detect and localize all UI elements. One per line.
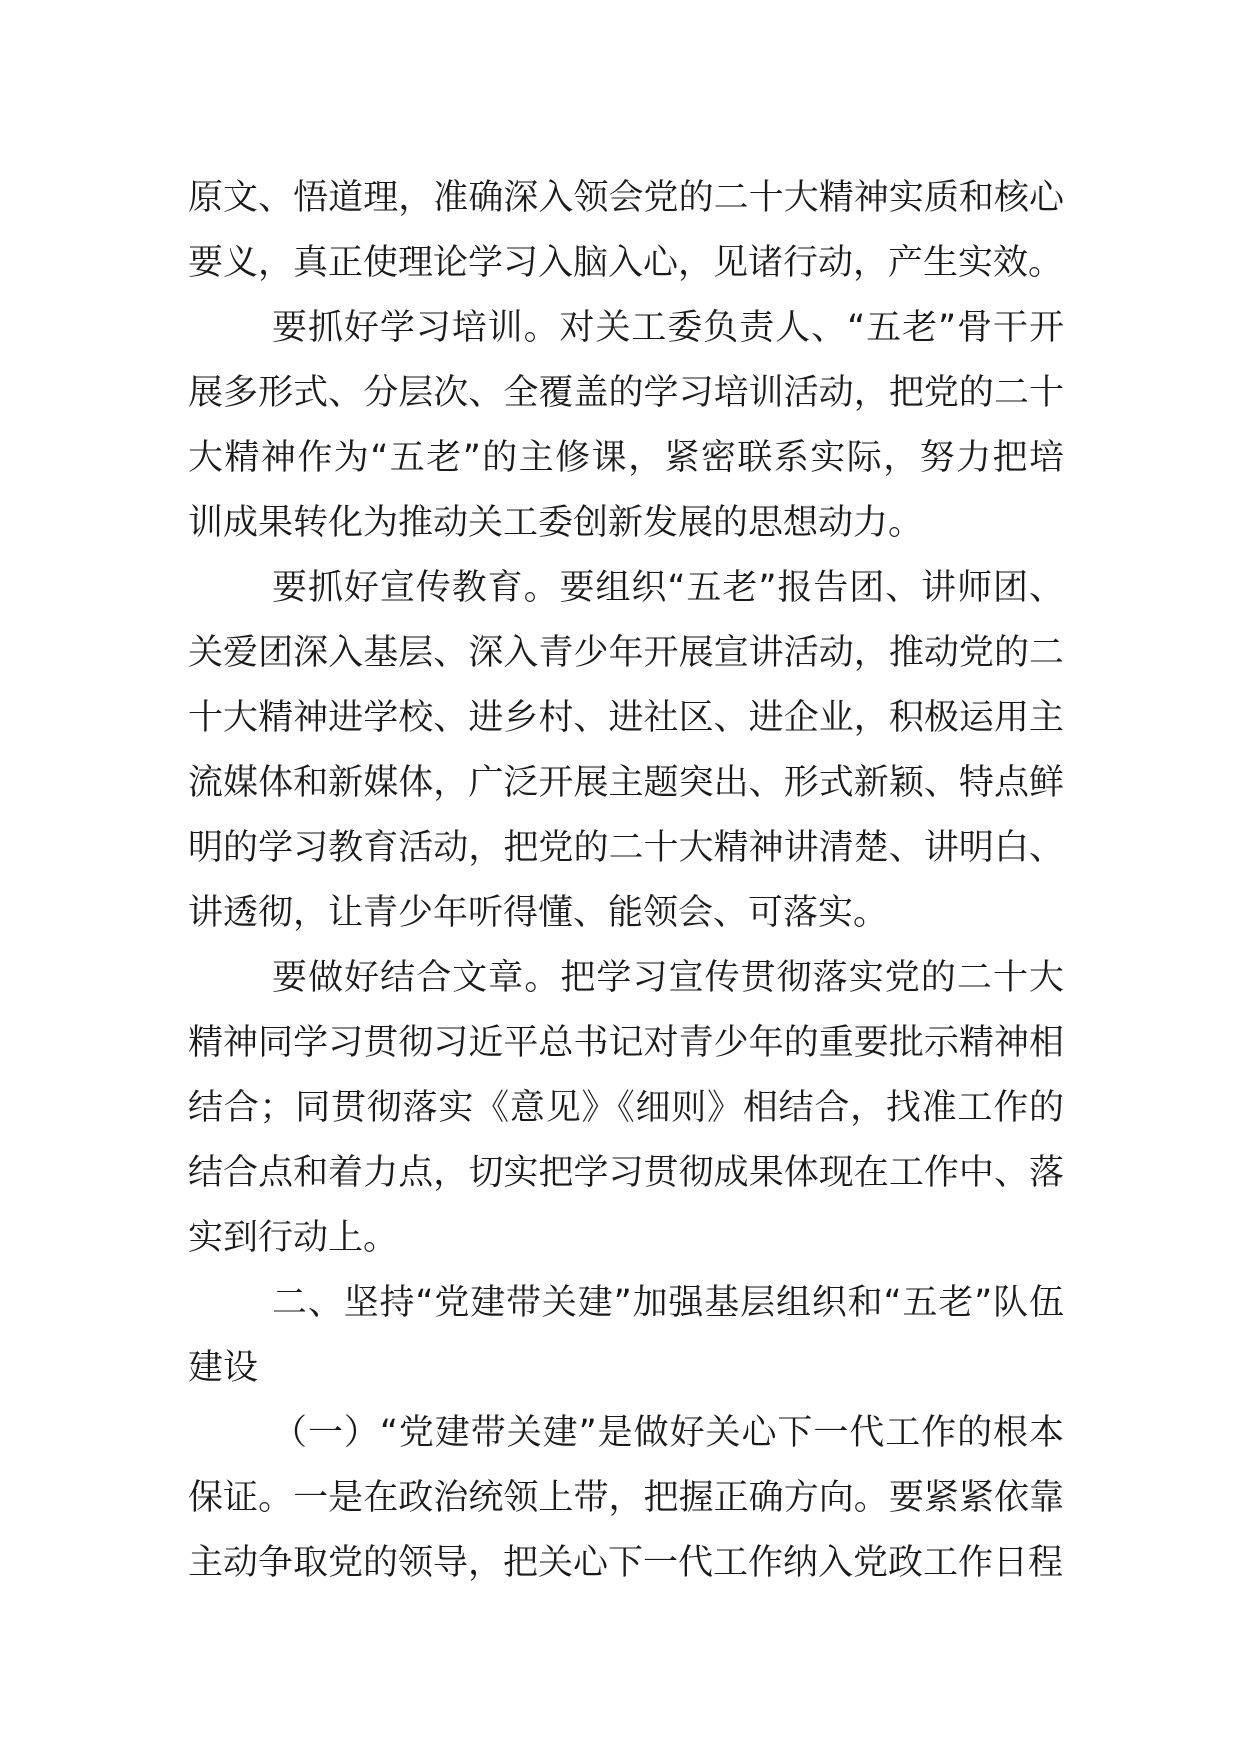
paragraph-study-training: 要抓好学习培训。对关工委负责人、“五老”骨干开展多形式、分层次、全覆盖的学习培训活动，把党的二十大精神作为“五老”的主修课，紧密联系实际，努力把培训成果转化为推动关工委创新发展的思想动力。 [188, 308, 1064, 543]
section-heading-two: 二、坚持“党建带关建”加强基层组织和“五老”队伍建设 [188, 1283, 1064, 1388]
document-body [188, 166, 1064, 1596]
paragraph-continuation: 原文、悟道理，准确深入领会党的二十大精神实质和核心要义，真正使理论学习入脑入心，见诸行动，产生实效。 [188, 178, 1064, 283]
paragraph-publicity-education: 要抓好宣传教育。要组织“五老”报告团、讲师团、关爱团深入基层、深入青少年开展宣讲活动，推动党的二十大精神进学校、进乡村、进社区、进企业，积极运用主流媒体和新媒体，广泛开展主题突出、形式新颖、特点鲜明的学习教育活动，把党的二十大精神讲清楚、讲明白、讲透彻，让青少年听得懂、能领会、可落实。 [188, 568, 1064, 933]
paragraph-combination: 要做好结合文章。把学习宣传贯彻落实党的二十大精神同学习贯彻习近平总书记对青少年的重要批示精神相结合；同贯彻落实《意见》《细则》相结合，找准工作的结合点和着力点，切实把学习贯彻成果体现在工作中、落实到行动上。 [188, 958, 1064, 1258]
paragraph-party-building: （一）“党建带关建”是做好关心下一代工作的根本保证。一是在政治统领上带，把握正确方向。要紧紧依靠主动争取党的领导，把关心下一代工作纳入党政工作日程 [188, 1413, 1064, 1583]
